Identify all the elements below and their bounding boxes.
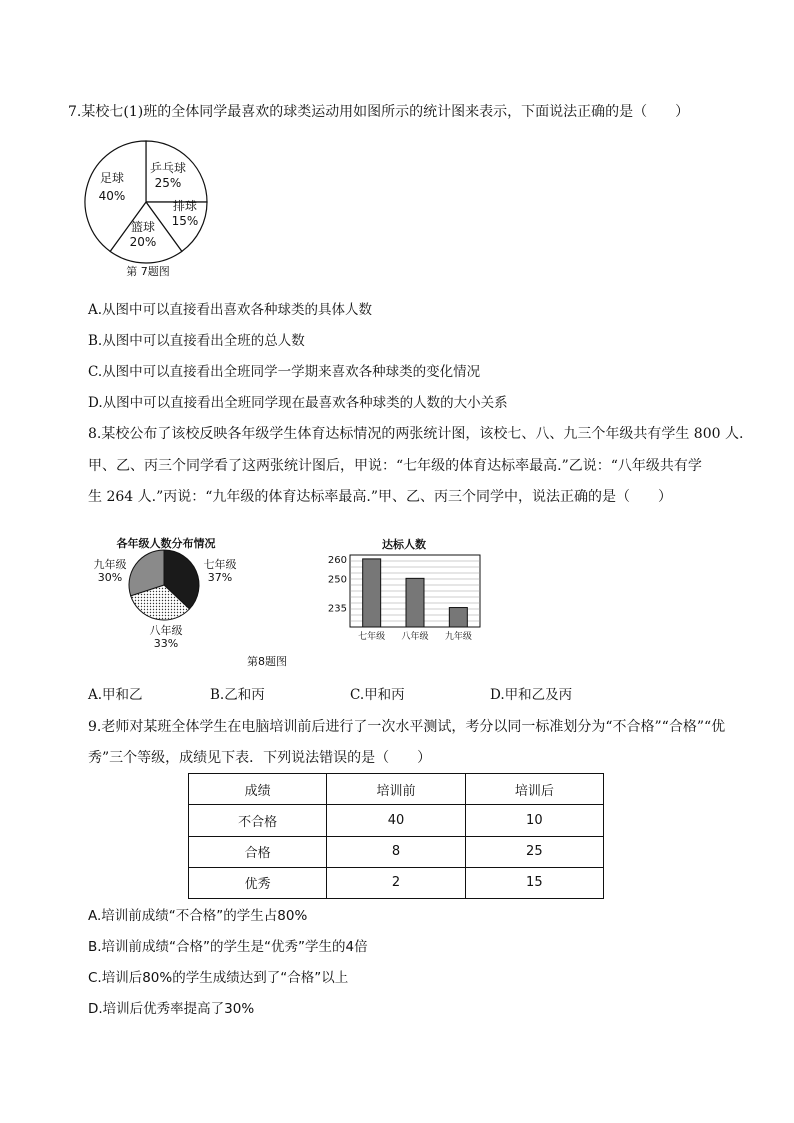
- q7-label-basketball: 篮球: [130, 220, 156, 234]
- table-cell: 不合格: [189, 805, 327, 836]
- q7-label-volleyball: 排球: [172, 199, 198, 213]
- q8-bar-2: [449, 608, 467, 627]
- q9-option-b: B.培训前成绩“合格”的学生是“优秀”学生的4倍: [88, 939, 368, 955]
- q8-bar-xlabel: 八年级: [401, 632, 429, 642]
- q9-option-c: C.培训后80%的学生成绩达到了“合格”以上: [88, 970, 349, 986]
- table-header-cell: 培训后: [465, 774, 603, 805]
- q8-pie-pct-grade7: 37%: [207, 571, 233, 584]
- table-cell: 8: [327, 836, 465, 867]
- q8-bar-xlabel: 七年级: [358, 632, 386, 642]
- table-header-row: [189, 774, 604, 805]
- q9-stem-line-1: 9.老师对某班全体学生在电脑培训前后进行了一次水平测试，考分以同一标准划分为“不合格”“合格”“优: [88, 719, 726, 735]
- q7-pct-basketball: 20%: [129, 235, 157, 249]
- q7-option-c: C.从图中可以直接看出全班同学一学期来喜欢各种球类的变化情况: [88, 364, 481, 380]
- q8-pie-pct-grade8: 33%: [153, 637, 179, 650]
- q8-pie-label-grade9: 九年级: [93, 558, 127, 571]
- table-cell: 10: [465, 805, 603, 836]
- q7-option-d: D.从图中可以直接看出全班同学现在最喜欢各种球类的人数的大小关系: [88, 395, 508, 411]
- q8-stem-line-1: 8.某校公布了该校反映各年级学生体育达标情况的两张统计图，该校七、八、九三个年级共有学生 800 人.: [88, 426, 744, 442]
- table-cell: 2: [327, 867, 465, 898]
- table-header-cell: 成绩: [189, 774, 327, 805]
- q7-label-football: 足球: [99, 171, 125, 185]
- table-row: [189, 805, 604, 836]
- q8-bar-ytick: 260: [327, 554, 347, 566]
- q9-option-a: A.培训前成绩“不合格”的学生占80%: [88, 908, 308, 924]
- table-row: [189, 867, 604, 898]
- q8-pie-title: 各年级人数分布情况: [116, 537, 216, 550]
- q8-bar-1: [406, 578, 424, 627]
- table-row: [189, 836, 604, 867]
- q8-bar-chart: [320, 535, 500, 645]
- q8-bar-xlabel: 九年级: [444, 632, 472, 642]
- q9-stem-line-2: 秀”三个等级，成绩见下表．下列说法错误的是（ ）: [88, 750, 432, 766]
- table-cell: 15: [465, 867, 603, 898]
- q8-bar-ytick: 250: [327, 574, 347, 586]
- q9-score-table: [188, 773, 604, 899]
- q8-bar-ytick: 235: [327, 603, 347, 615]
- q7-option-b: B.从图中可以直接看出全班的总人数: [88, 333, 305, 349]
- q8-pie-label-grade8: 八年级: [149, 624, 183, 637]
- q8-option-c: C.甲和丙: [350, 687, 405, 703]
- table-cell: 40: [327, 805, 465, 836]
- q8-pie-chart: [80, 530, 260, 655]
- q8-pie-label-grade7: 七年级: [203, 558, 237, 571]
- q7-caption: 第 7题图: [126, 265, 170, 278]
- table-cell: 合格: [189, 836, 327, 867]
- q8-option-d: D.甲和乙及丙: [490, 687, 573, 703]
- q8-option-a: A.甲和乙: [88, 687, 143, 703]
- table-cell: 25: [465, 836, 603, 867]
- q7-pct-volleyball: 15%: [171, 214, 199, 228]
- q7-pct-football: 40%: [98, 189, 126, 203]
- q8-bar-title: 达标人数: [382, 538, 426, 551]
- q7-option-a: A.从图中可以直接看出喜欢各种球类的具体人数: [88, 302, 373, 318]
- table-header-cell: 培训前: [327, 774, 465, 805]
- q7-pct-pingpong: 25%: [154, 176, 182, 190]
- q8-option-b: B.乙和丙: [210, 687, 265, 703]
- q8-stem-line-2: 甲、乙、丙三个同学看了这两张统计图后，甲说：“七年级的体育达标率最高.”乙说：“八年级共有学: [88, 458, 702, 474]
- table-cell: 优秀: [189, 867, 327, 898]
- q8-caption: 第8题图: [247, 655, 287, 668]
- q8-pie-pct-grade9: 30%: [97, 571, 123, 584]
- q7-pie-chart: [80, 135, 220, 285]
- q8-stem-line-3: 生 264 人.”丙说：“九年级的体育达标率最高.”甲、乙、丙三个同学中，说法正确的是（ ）: [88, 489, 672, 505]
- q7-label-pingpong: 乒乓球: [149, 161, 187, 175]
- q7-stem: 7.某校七(1)班的全体同学最喜欢的球类运动用如图所示的统计图来表示，下面说法正确的是（ ）: [68, 104, 690, 120]
- q9-option-d: D.培训后优秀率提高了30%: [88, 1001, 255, 1017]
- q8-bar-0: [363, 559, 381, 627]
